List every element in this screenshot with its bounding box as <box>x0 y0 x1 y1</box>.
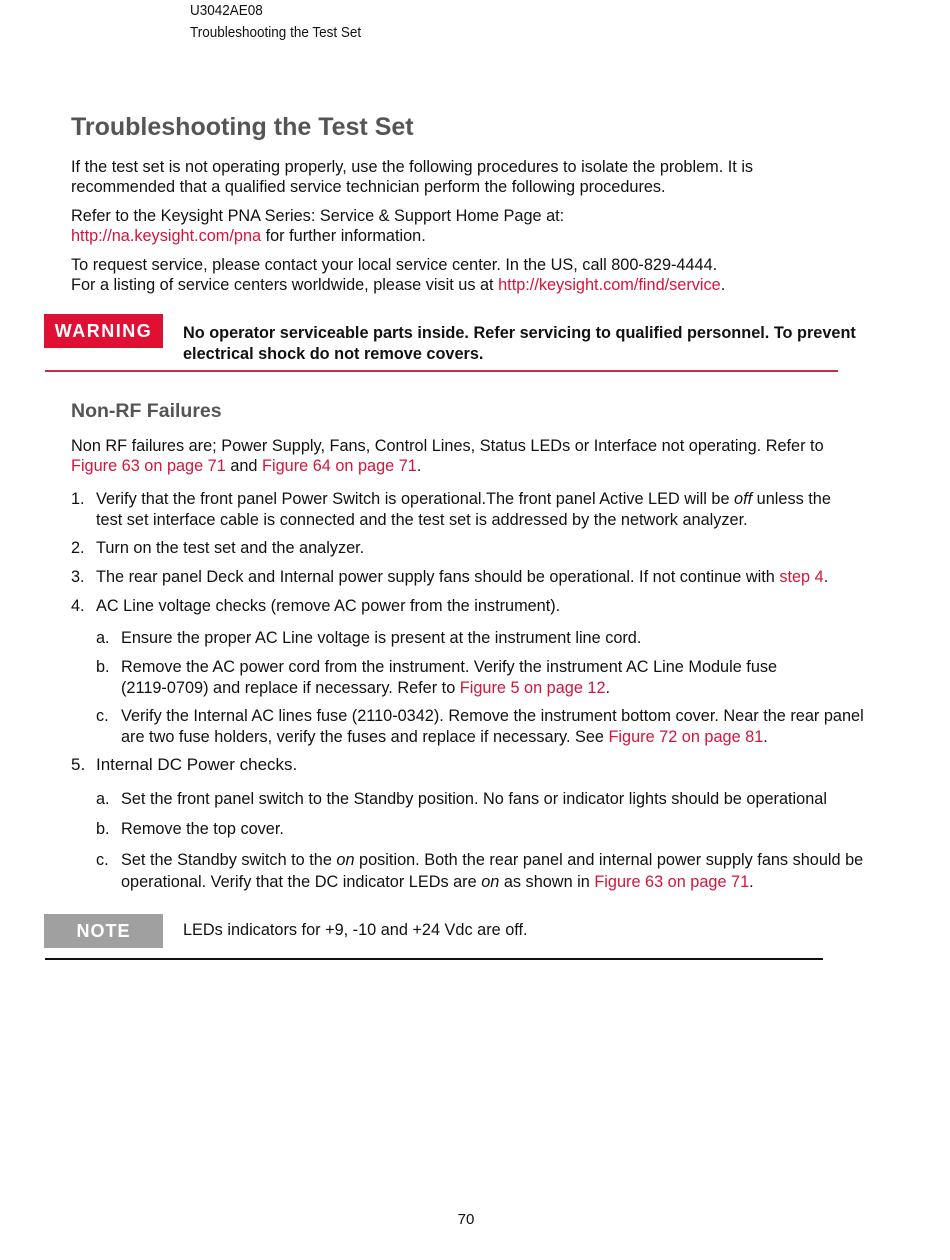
page-number: 70 <box>457 1211 475 1228</box>
substep-marker: c. <box>96 851 109 869</box>
substep-text-pre: Remove the AC power cord from the instrument. Verify the instrument AC Line Module fuse (2119-0709) and replace if necessary. Refer to <box>121 658 778 697</box>
emphasis: on <box>336 851 355 869</box>
header-section: Troubleshooting the Test Set <box>190 24 362 41</box>
step-marker: 4. <box>71 597 85 615</box>
figure-72-link[interactable]: Figure 72 on page 81 <box>608 727 764 746</box>
substep-marker: a. <box>96 629 110 647</box>
substep-text-pre: Set the Standby switch to the <box>121 851 337 869</box>
pna-home-link[interactable]: http://na.keysight.com/pna <box>71 227 262 245</box>
substep-text-mid: position. Both the rear panel and internal power supply fans should be operational. Verify that the DC indicator LEDs are <box>121 851 864 891</box>
intro-p2-tail: for further information. <box>261 227 426 245</box>
period: . <box>763 727 768 746</box>
substep-text <box>121 849 866 893</box>
period: . <box>749 873 754 891</box>
emphasis: off <box>734 490 753 508</box>
figure-64-link[interactable]: Figure 64 on page 71 <box>262 457 417 475</box>
running-header <box>190 0 361 44</box>
find-service-link[interactable]: http://keysight.com/find/service <box>498 276 721 294</box>
substep-marker: a. <box>96 790 110 808</box>
warning-text: No operator serviceable parts inside. Refer servicing to qualified personnel. To prevent electrical shock do not remove covers. <box>183 324 856 363</box>
note-divider <box>45 958 823 960</box>
substep-text-mid2: as shown in <box>499 873 595 891</box>
page-title: Troubleshooting the Test Set <box>71 113 414 141</box>
intro-paragraph-1: If the test set is not operating properly, use the following procedures to isolate the problem. It is recommended that a qualified service technician perform the following procedures. <box>71 158 754 196</box>
substep-text <box>121 657 821 698</box>
service-phone-text: To request service, please contact your local service center. In the US, call 800-829-4444. <box>71 256 718 274</box>
section-intro-and: and <box>225 457 263 475</box>
substep-marker: b. <box>96 820 110 838</box>
intro-paragraph-3 <box>71 255 871 295</box>
step-text <box>96 567 861 588</box>
section-intro <box>71 436 871 476</box>
step-text-pre: Verify that the front panel Power Switch is operational.The front panel Active LED will be <box>96 490 735 508</box>
step-text: Internal DC Power checks. <box>96 755 298 774</box>
substep-text <box>121 706 866 747</box>
substep-marker: b. <box>96 658 110 676</box>
period: . <box>416 457 422 475</box>
step-text: AC Line voltage checks (remove AC power from the instrument). <box>96 597 561 615</box>
step-text-pre: The rear panel Deck and Internal power supply fans should be operational. If not continue with <box>96 568 780 586</box>
figure-5-link[interactable]: Figure 5 on page 12 <box>459 678 606 697</box>
section-intro-text: Non RF failures are; Power Supply, Fans, Control Lines, Status LEDs or Interface not operating. Refer to <box>71 437 824 455</box>
substep-marker: c. <box>96 707 109 725</box>
figure-63-link[interactable]: Figure 63 on page 71 <box>71 457 226 475</box>
step-text: Turn on the test set and the analyzer. <box>96 539 365 557</box>
step-marker: 2. <box>71 539 85 557</box>
intro-p2-text: Refer to the Keysight PNA Series: Service & Support Home Page at: <box>71 207 565 225</box>
step-4-link[interactable]: step 4 <box>779 568 824 586</box>
period: . <box>823 568 829 586</box>
substep-text: Remove the top cover. <box>121 820 284 838</box>
step-text <box>96 489 861 530</box>
doc-id: U3042AE08 <box>190 2 263 19</box>
period: . <box>720 276 726 294</box>
warning-divider <box>45 370 838 372</box>
substep-text: Ensure the proper AC Line voltage is present at the instrument line cord. <box>121 629 642 647</box>
intro-paragraph-2 <box>71 206 871 246</box>
service-centers-text: For a listing of service centers worldwide, please visit us at <box>71 276 499 294</box>
emphasis: on <box>481 873 500 891</box>
substep-text-pre: Verify the Internal AC lines fuse (2110-0342). Remove the instrument bottom cover. Near the rear panel are two fuse holders, verify the fuses and replace if necessary. See <box>121 707 864 746</box>
period: . <box>605 678 611 697</box>
note-text: LEDs indicators for +9, -10 and +24 Vdc are off. <box>183 921 528 939</box>
step-marker: 3. <box>71 568 85 586</box>
substep-text: Set the front panel switch to the Standby position. No fans or indicator lights should be operational <box>121 790 827 808</box>
step-marker: 1. <box>71 490 85 508</box>
step-marker: 5. <box>71 755 86 774</box>
figure-63-link[interactable]: Figure 63 on page 71 <box>594 873 750 891</box>
warning-badge: WARNING <box>44 314 163 348</box>
section-heading: Non-RF Failures <box>71 400 222 422</box>
note-badge: NOTE <box>44 914 163 948</box>
step-text-post: unless the test set interface cable is connected and the test set is addressed by the network analyzer. <box>96 490 831 529</box>
